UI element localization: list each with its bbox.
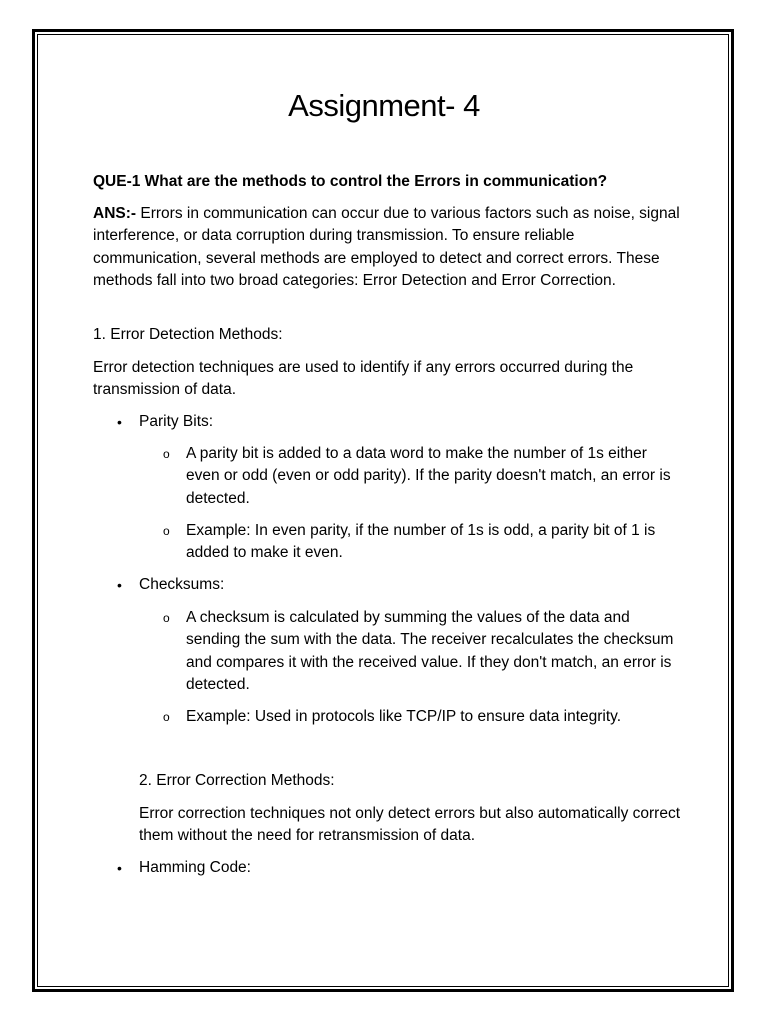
list-item-checksum-1 bbox=[163, 607, 678, 697]
bullet-icon: • bbox=[117, 860, 122, 876]
sub-bullet-icon: o bbox=[163, 710, 170, 724]
section2-heading: 2. Error Correction Methods: bbox=[139, 772, 335, 789]
list-item-checksum-2 bbox=[163, 706, 678, 728]
section1-intro: Error detection techniques are used to identify if any errors occurred during the transmission of data. bbox=[93, 359, 634, 399]
sub-bullet-icon: o bbox=[163, 524, 170, 538]
answer-paragraph bbox=[93, 203, 683, 293]
parity-item-text: A parity bit is added to a data word to make the number of 1s either even or odd (even or odd parity). If the parity doesn't match, an error is detected. bbox=[186, 445, 671, 507]
answer-label: ANS:- bbox=[93, 205, 137, 222]
answer-text: Errors in communication can occur due to various factors such as noise, signal interference, or data corruption during transmission. To ensure reliable communication, several methods are employed to detect and correct errors. These methods fall into two broad categories: Error Detection and Error Correction. bbox=[93, 205, 680, 290]
bullet-icon: • bbox=[117, 577, 122, 593]
section2-intro: Error correction techniques not only detect errors but also automatically correct them without the need for retransmission of data. bbox=[139, 805, 681, 845]
list-item-parity-2 bbox=[163, 520, 678, 565]
list-item-parity bbox=[117, 411, 679, 433]
parity-heading: Parity Bits: bbox=[139, 413, 214, 430]
section1-heading: 1. Error Detection Methods: bbox=[93, 326, 283, 343]
sub-bullet-icon: o bbox=[163, 447, 170, 461]
list-item-hamming bbox=[117, 857, 679, 879]
hamming-heading: Hamming Code: bbox=[139, 859, 251, 876]
list-item-checksums bbox=[117, 574, 679, 596]
checksum-item-text: A checksum is calculated by summing the values of the data and sending the sum with the data. The receiver recalculates the checksum and compares it with the received value. If they don't match, an error is detected. bbox=[186, 609, 674, 694]
checksum-item-text: Example: Used in protocols like TCP/IP to ensure data integrity. bbox=[186, 708, 622, 725]
parity-item-text: Example: In even parity, if the number of 1s is odd, a parity bit of 1 is added to make it even. bbox=[186, 522, 656, 562]
bullet-icon: • bbox=[117, 414, 122, 430]
page-title: Assignment- 4 bbox=[288, 88, 480, 123]
list-item-parity-1 bbox=[163, 443, 678, 510]
question-heading: QUE-1 What are the methods to control the Errors in communication? bbox=[93, 173, 608, 190]
checksum-heading: Checksums: bbox=[139, 576, 225, 593]
sub-bullet-icon: o bbox=[163, 611, 170, 625]
